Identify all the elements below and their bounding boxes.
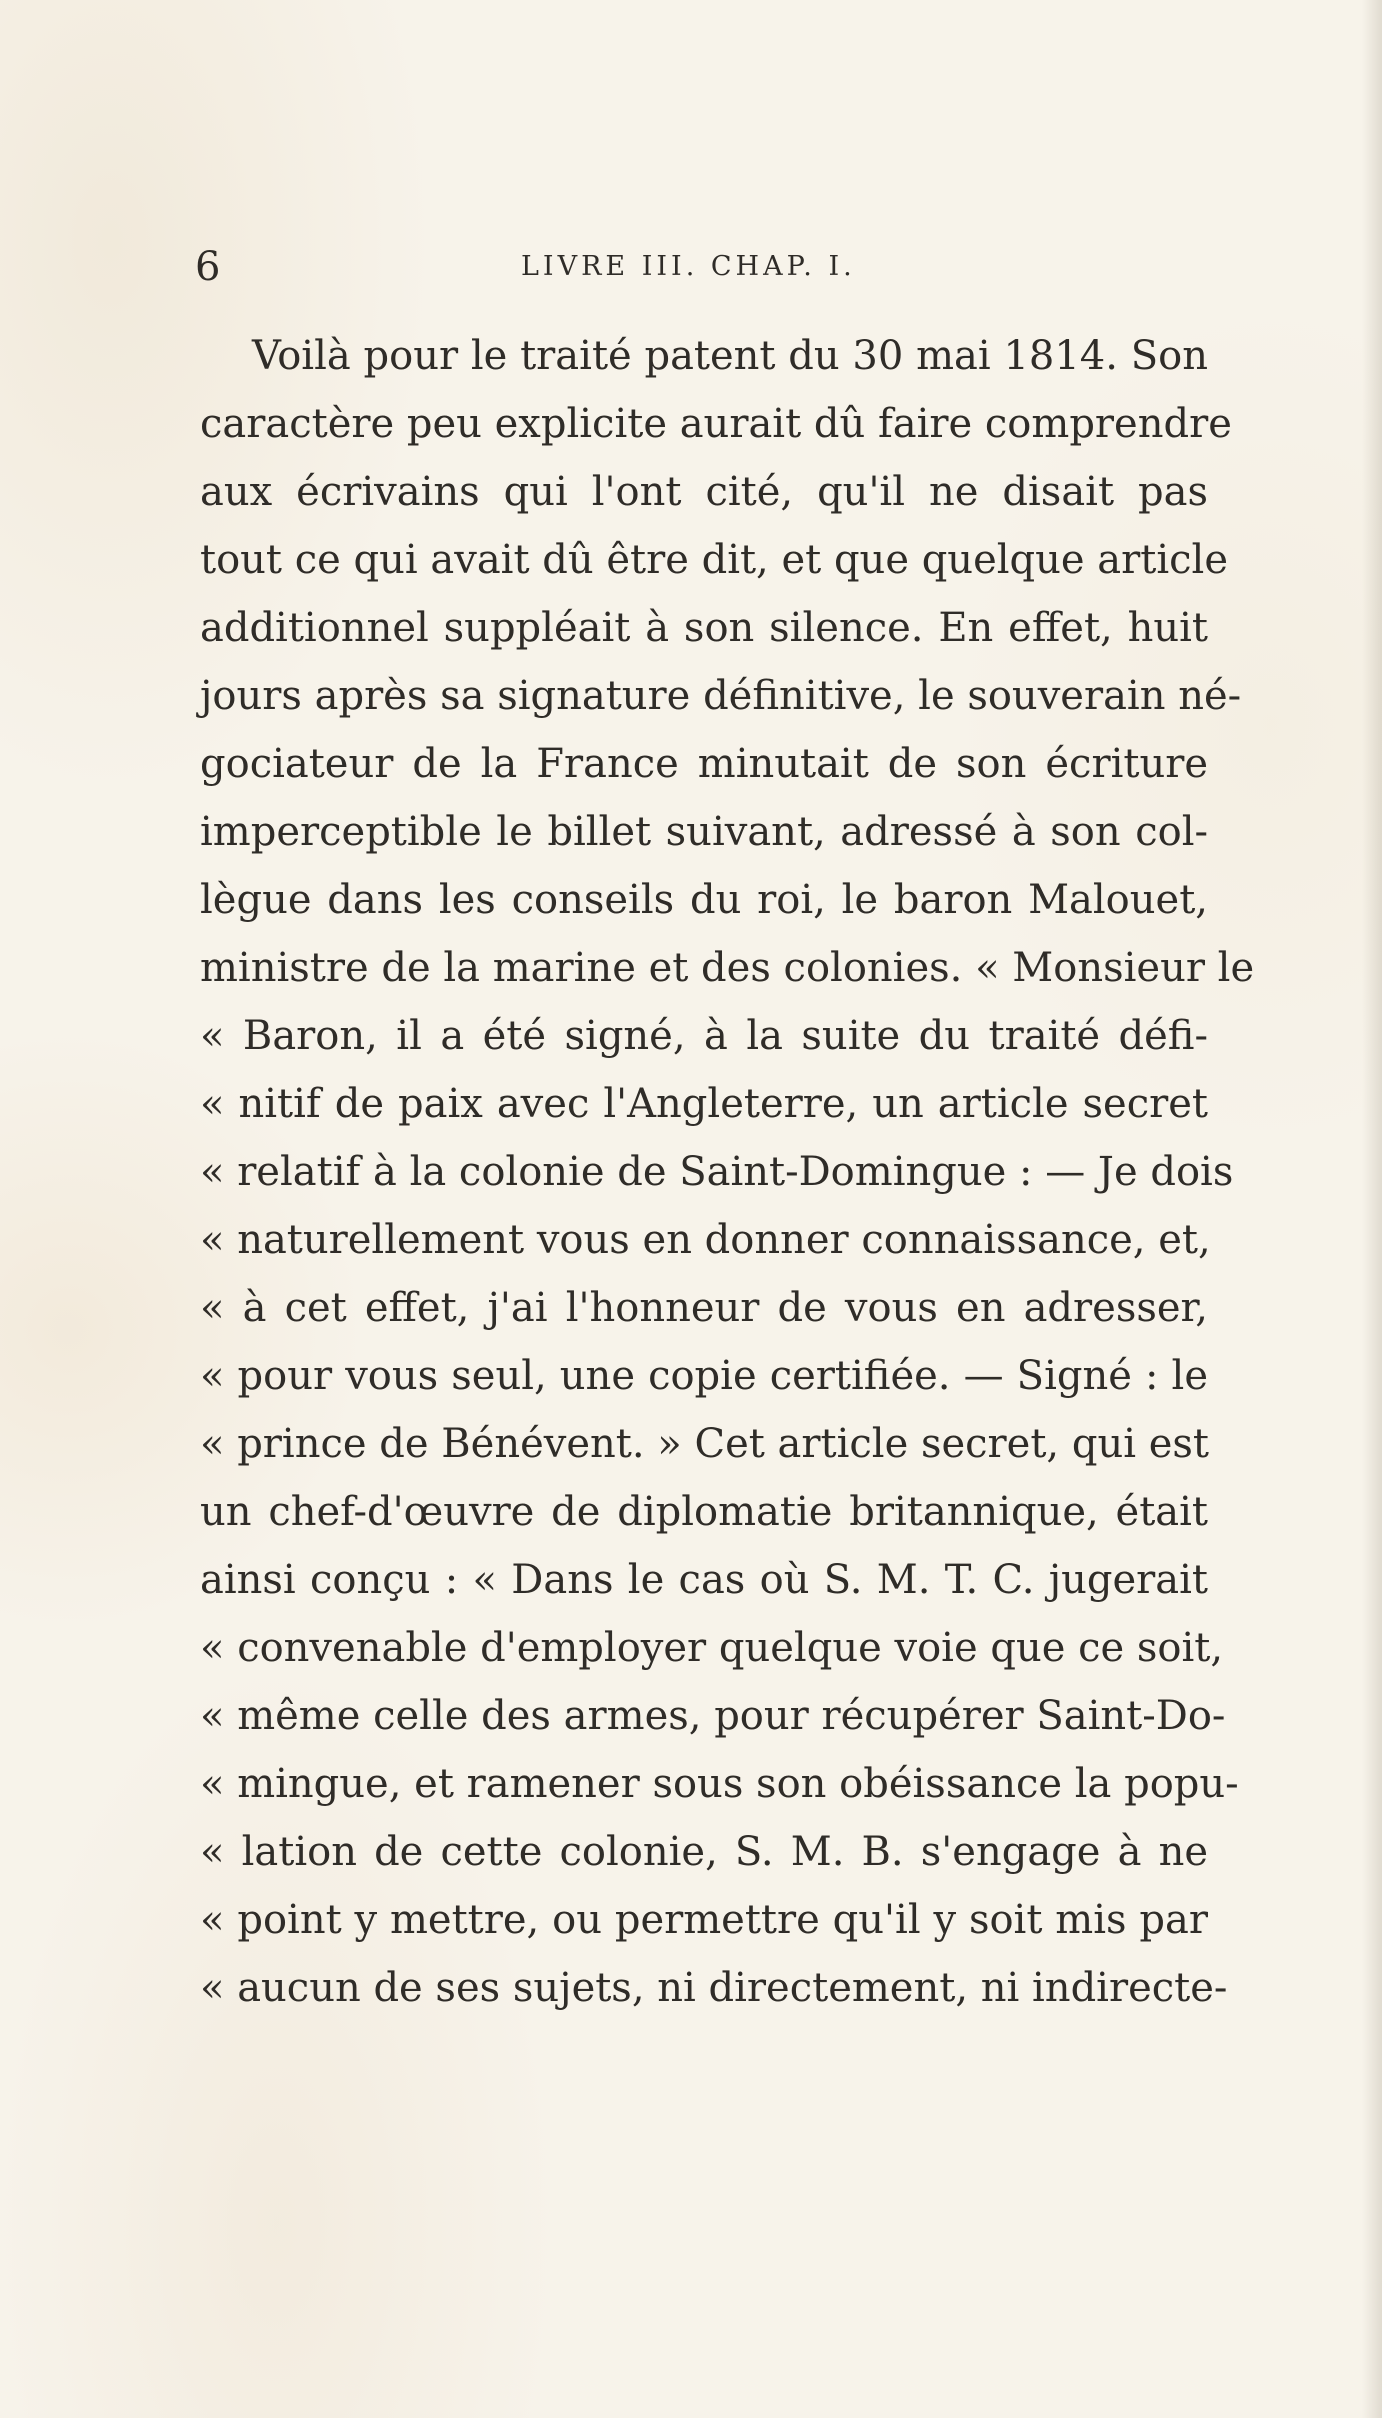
text-line: aux écrivains qui l'ont cité, qu'il ne disait pas	[200, 469, 1208, 515]
text-line: « prince de Bénévent. » Cet article secret, qui est	[200, 1421, 1210, 1467]
text-line: caractère peu explicite aurait dû faire comprendre	[200, 401, 1232, 447]
text-line: jours après sa signature définitive, le souverain né-	[200, 673, 1242, 719]
body-text	[200, 322, 1255, 2022]
text-line: gociateur de la France minutait de son écriture	[200, 741, 1208, 787]
text-line: « pour vous seul, une copie certifiée. — Signé : le	[200, 1353, 1208, 1399]
text-line: « mingue, et ramener sous son obéissance la popu-	[200, 1761, 1239, 1807]
text-line: « à cet effet, j'ai l'honneur de vous en adresser,	[200, 1285, 1208, 1331]
page-number: 6	[195, 244, 221, 290]
text-line: ministre de la marine et des colonies. « Monsieur le	[200, 945, 1255, 991]
text-line: « même celle des armes, pour récupérer Saint-Do-	[200, 1693, 1226, 1739]
text-line: « nitif de paix avec l'Angleterre, un article secret	[200, 1081, 1208, 1127]
text-line: ainsi conçu : « Dans le cas où S. M. T. C. jugerait	[200, 1557, 1208, 1603]
text-line: « convenable d'employer quelque voie que ce soit,	[200, 1625, 1224, 1671]
text-line: additionnel suppléait à son silence. En effet, huit	[200, 605, 1208, 651]
text-line: tout ce qui avait dû être dit, et que quelque article	[200, 537, 1228, 583]
page-header	[195, 242, 1195, 292]
text-line: « Baron, il a été signé, à la suite du traité défi-	[200, 1013, 1208, 1059]
text-line: lègue dans les conseils du roi, le baron Malouet,	[200, 877, 1208, 923]
text-line: « lation de cette colonie, S. M. B. s'engage à ne	[200, 1829, 1208, 1875]
text-line: « naturellement vous en donner connaissance, et,	[200, 1217, 1211, 1263]
running-head: LIVRE III. CHAP. I.	[521, 251, 856, 282]
text-line: Voilà pour le traité patent du 30 mai 1814. Son	[252, 333, 1208, 379]
text-line: un chef-d'œuvre de diplomatie britannique, était	[200, 1489, 1208, 1535]
text-line: « relatif à la colonie de Saint-Domingue : — Je dois	[200, 1149, 1234, 1195]
text-line: « aucun de ses sujets, ni directement, ni indirecte-	[200, 1965, 1228, 2011]
text-line: « point y mettre, ou permettre qu'il y soit mis par	[200, 1897, 1208, 1943]
text-line: imperceptible le billet suivant, adressé à son col-	[200, 809, 1208, 855]
